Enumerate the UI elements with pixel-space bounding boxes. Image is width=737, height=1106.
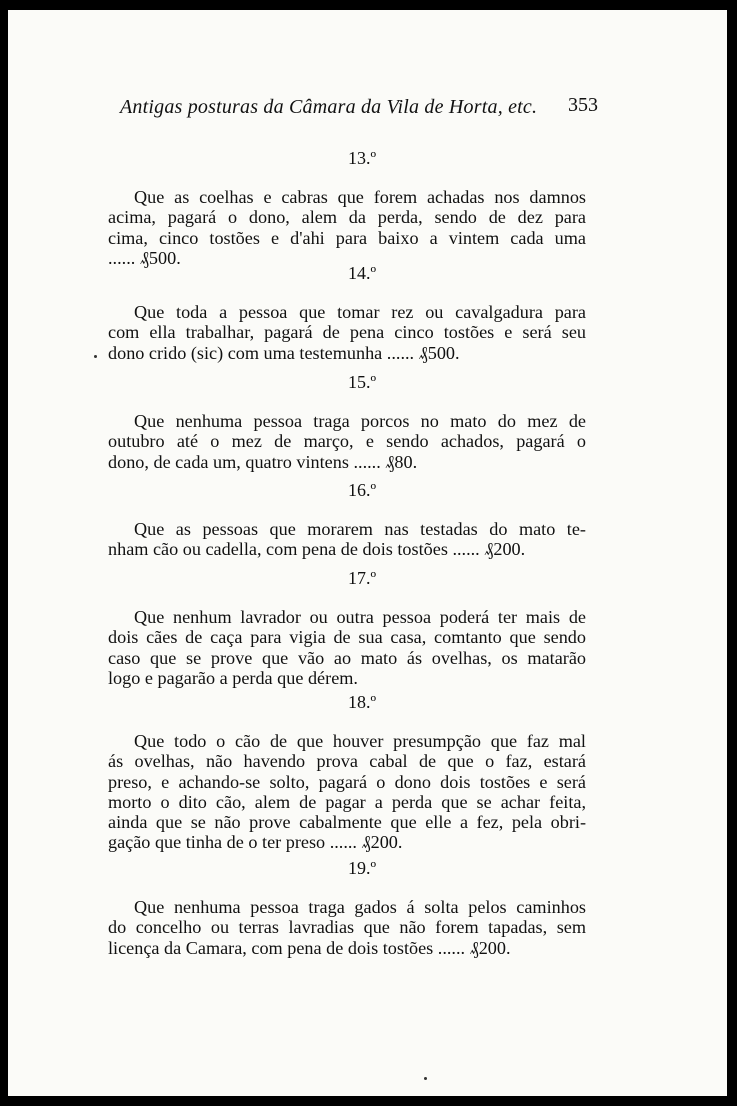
article-18 — [108, 691, 586, 853]
text-line: Que toda a pessoa que tomar rez ou cavalgadura para — [134, 302, 586, 322]
running-title: Antigas posturas da Câmara da Vila de Horta, etc. — [120, 96, 538, 118]
article-number: 19.º — [347, 858, 377, 878]
text-line: Que nenhuma pessoa traga porcos no mato do mez de — [134, 411, 586, 431]
document-page — [8, 10, 727, 1096]
text-line: com ella trabalhar, pagará de pena cinco tostões e será seu — [108, 322, 586, 343]
article-number: 14.º — [347, 263, 377, 283]
article-14 — [108, 262, 586, 363]
text-line: acima, pagará o dono, alem da perda, sendo de dez para — [108, 207, 586, 228]
article-number: 18.º — [347, 692, 377, 712]
text-line: morto o dito cão, alem de pagar a perda que se achar feita, — [108, 791, 586, 812]
text-line: Que todo o cão de que houver presumpção que faz mal — [134, 731, 586, 751]
text-line: dono, de cada um, quatro vintens ...... ₰80. — [108, 451, 418, 472]
text-line: Que as pessoas que morarem nas testadas do mato te- — [134, 519, 586, 539]
article-17 — [108, 567, 586, 688]
article-19 — [108, 857, 586, 958]
article-15 — [108, 371, 586, 472]
text-line: Que nenhuma pessoa traga gados á solta pelos caminhos — [134, 897, 586, 917]
page-number: 353 — [568, 94, 598, 116]
text-line: dois cães de caça para vigia de sua casa, comtanto que sendo — [108, 627, 586, 648]
text-line: ainda que se não prove cabalmente que elle a fez, pela obri- — [108, 812, 586, 833]
text-line: do concelho ou terras lavradias que não forem tapadas, sem — [108, 917, 586, 938]
article-number: 13.º — [347, 148, 377, 168]
scan-speck — [94, 355, 97, 358]
article-16 — [108, 479, 586, 560]
text-line: Que as coelhas e cabras que forem achadas nos damnos — [134, 187, 586, 207]
article-number: 16.º — [347, 480, 377, 500]
text-line: nham cão ou cadella, com pena de dois tostões ...... ₰200. — [108, 539, 526, 560]
text-line: licença da Camara, com pena de dois tostões ...... ₰200. — [108, 937, 511, 958]
text-line: ás ovelhas, não havendo prova cabal de que o faz, estará — [108, 751, 586, 772]
article-number: 17.º — [347, 568, 377, 588]
text-line: caso que se prove que vão ao mato ás ovelhas, os matarão — [108, 647, 586, 668]
text-line: ...... ₰500. — [108, 247, 181, 268]
text-line: logo e pagarão a perda que dérem. — [108, 667, 358, 688]
text-line: outubro até o mez de março, e sendo achados, pagará o — [108, 431, 586, 452]
text-line: preso, e achando-se solto, pagará o dono dois tostões e será — [108, 771, 586, 792]
text-line: cima, cinco tostões e d'ahi para baixo a vintem cada uma — [108, 227, 586, 248]
text-line: gação que tinha de o ter preso ...... ₰200. — [108, 832, 403, 853]
text-line: dono crido (sic) com uma testemunha ...... ₰500. — [108, 342, 460, 363]
scan-speck — [424, 1077, 427, 1080]
text-line: Que nenhum lavrador ou outra pessoa poderá ter mais de — [134, 607, 586, 627]
article-13 — [108, 147, 586, 268]
running-header — [120, 88, 598, 118]
article-number: 15.º — [347, 372, 377, 392]
